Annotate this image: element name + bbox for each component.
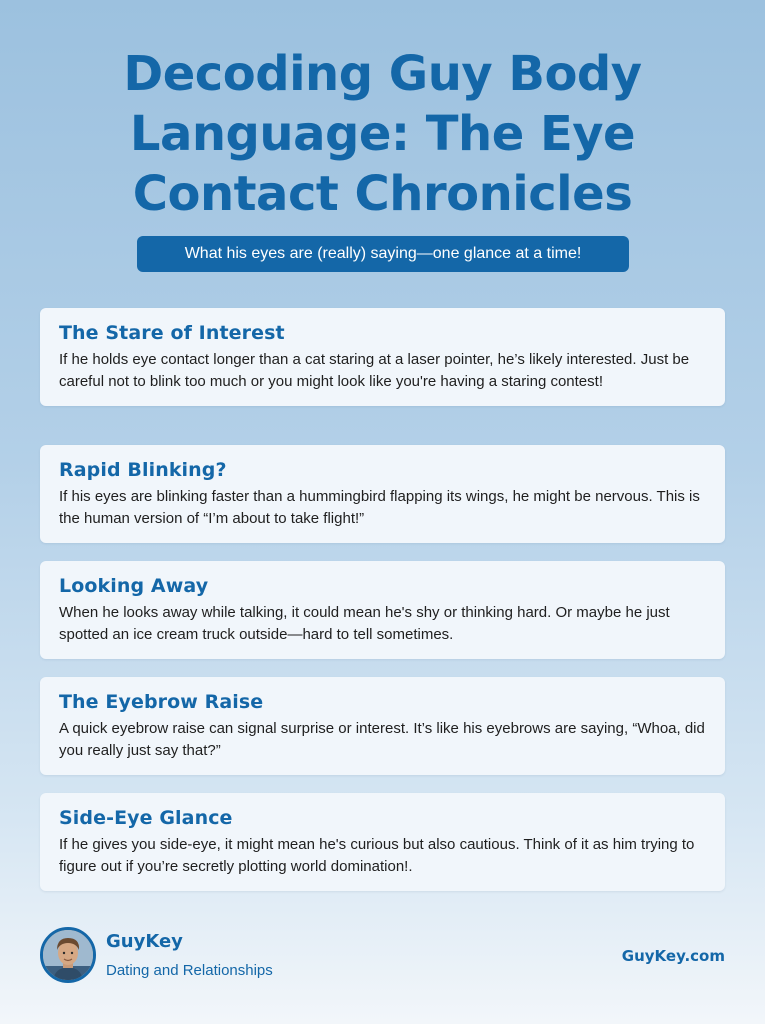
card-body: If his eyes are blinking faster than a hummingbird flapping its wings, he might be nervous. This is the human version of “I’m about to take flight!”: [59, 488, 700, 527]
card-title: The Stare of Interest: [59, 322, 285, 344]
subtitle-text: What his eyes are (really) saying—one glance at a time!: [184, 245, 582, 262]
tip-card-stare-of-interest: [40, 308, 725, 406]
card-body: If he gives you side-eye, it might mean he's curious but also cautious. Think of it as him trying to figure out if you’re secretly plotting world domination!.: [59, 836, 695, 875]
card-title: Looking Away: [59, 575, 209, 597]
profile-photo-icon: [43, 930, 93, 980]
card-body: When he looks away while talking, it could mean he's shy or thinking hard. Or maybe he just spotted an ice cream truck outside—hard to tell sometimes.: [59, 604, 670, 643]
brand-name: GuyKey: [106, 931, 183, 952]
card-body: A quick eyebrow raise can signal surprise or interest. It’s like his eyebrows are saying, “Whoa, did you really just say that?”: [59, 720, 705, 759]
avatar: [40, 927, 96, 983]
card-title: The Eyebrow Raise: [59, 691, 264, 713]
title-line-2: Language: The Eye: [129, 106, 636, 162]
tip-card-looking-away: [40, 561, 725, 659]
card-body: If he holds eye contact longer than a cat staring at a laser pointer, he’s likely interested. Just be careful not to blink too much or you might look like you're having a staring contest!: [59, 351, 690, 390]
tip-card-side-eye-glance: [40, 793, 725, 891]
tip-card-rapid-blinking: [40, 445, 725, 543]
card-title: Side-Eye Glance: [59, 807, 233, 829]
tip-card-eyebrow-raise: [40, 677, 725, 775]
brand-tagline: Dating and Relationships: [106, 962, 273, 979]
footer: [40, 927, 725, 987]
title-line-3: Contact Chronicles: [132, 166, 633, 222]
card-title: Rapid Blinking?: [59, 459, 227, 481]
title-line-1: Decoding Guy Body: [123, 46, 642, 102]
page-title: [0, 44, 765, 224]
site-link[interactable]: GuyKey.com: [621, 947, 725, 965]
subtitle-banner: [137, 236, 629, 272]
